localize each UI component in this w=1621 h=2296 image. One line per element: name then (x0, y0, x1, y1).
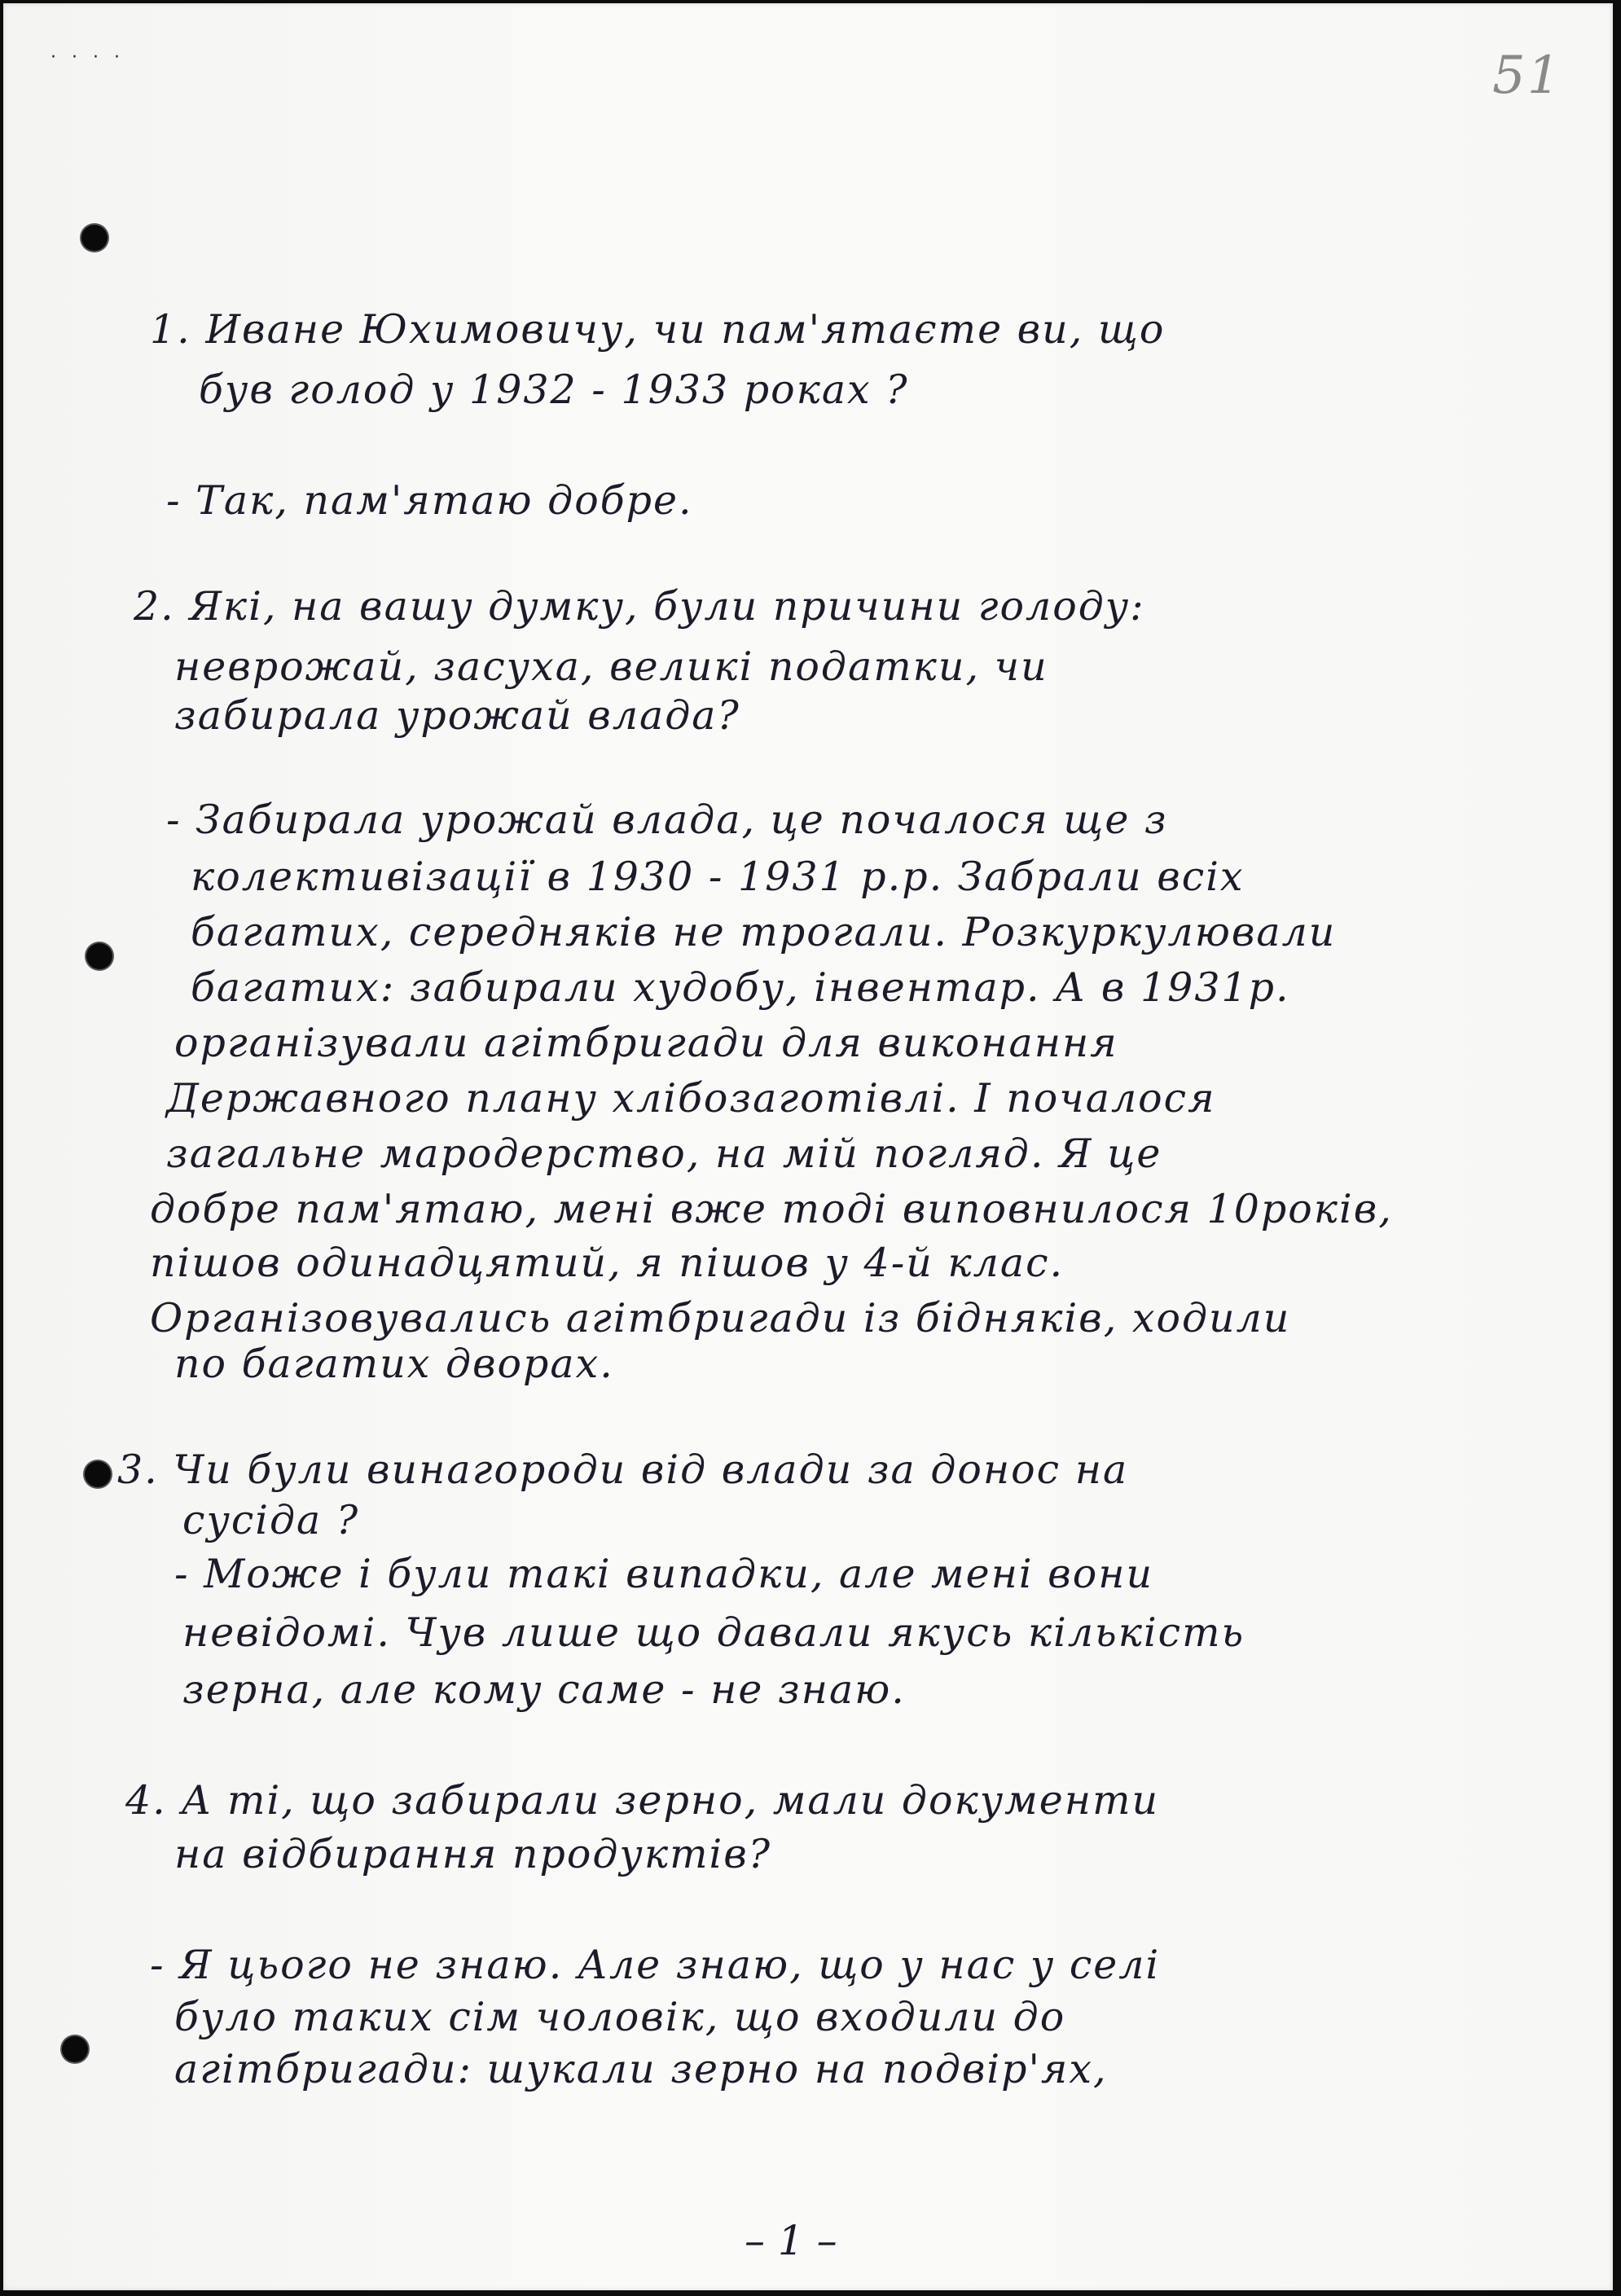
punch-hole (62, 2036, 88, 2062)
corner-marks: · · · · (51, 47, 125, 68)
page-number: – 1 – (745, 2217, 837, 2264)
text-line: агітбригади: шукали зерно на подвір'ях, (174, 2046, 1108, 2092)
text-line: невідомі. Чув лише що давали якусь кількість (182, 1609, 1245, 1656)
text-line: неврожай, засуха, великі податки, чи (174, 643, 1048, 690)
text-line: добре пам'ятаю, мені вже тоді виповнилося 10років, (150, 1186, 1393, 1232)
text-line: загальне мародерство, на мій погляд. Я це (166, 1130, 1162, 1177)
text-line: організували агітбригади для виконання (174, 1020, 1118, 1066)
text-line: - Я цього не знаю. Але знаю, що у нас у селі (150, 1942, 1161, 1988)
punch-hole (81, 225, 108, 251)
text-line: пішов одинадцятий, я пішов у 4-й клас. (150, 1240, 1065, 1286)
text-line: 4. А ті, що забирали зерно, мали документи (125, 1777, 1160, 1824)
text-line: - Може і були такі випадки, але мені вони (174, 1551, 1154, 1597)
text-line: 2. Які, на вашу думку, були причини голоду: (134, 583, 1145, 630)
text-line: - Так, пам'ятаю добре. (166, 477, 693, 524)
folio-number: 51 (1492, 46, 1562, 106)
text-line: багатих, середняків не трогали. Розкуркулювали (191, 909, 1337, 955)
text-line: Організовувались агітбригади із бідняків, ходили (150, 1295, 1291, 1341)
text-line: Державного плану хлібозаготівлі. І почалося (166, 1075, 1216, 1122)
punch-hole (86, 943, 112, 969)
punch-hole (85, 1461, 111, 1487)
text-line: на відбирання продуктів? (174, 1831, 772, 1877)
text-line: 1. Иване Юхимовичу, чи пам'ятаєте ви, що (150, 306, 1166, 353)
text-line: 3. Чи були винагороди від влади за донос на (117, 1447, 1129, 1493)
document-page (3, 3, 1613, 2290)
text-line: по багатих дворах. (174, 1341, 614, 1387)
text-line: - Забирала урожай влада, це почалося ще з (166, 797, 1168, 843)
text-line: було таких сім чоловік, що входили до (174, 1994, 1066, 2040)
text-line: багатих: забирали худобу, інвентар. А в 1931р. (191, 964, 1290, 1011)
text-line: колективізації в 1930 - 1931 р.р. Забрали всіх (191, 854, 1245, 900)
text-line: був голод у 1932 - 1933 роках ? (199, 367, 909, 413)
text-line: забирала урожай влада? (174, 692, 740, 739)
text-line: зерна, але кому саме - не знаю. (182, 1666, 906, 1713)
text-line: сусіда ? (182, 1497, 360, 1543)
